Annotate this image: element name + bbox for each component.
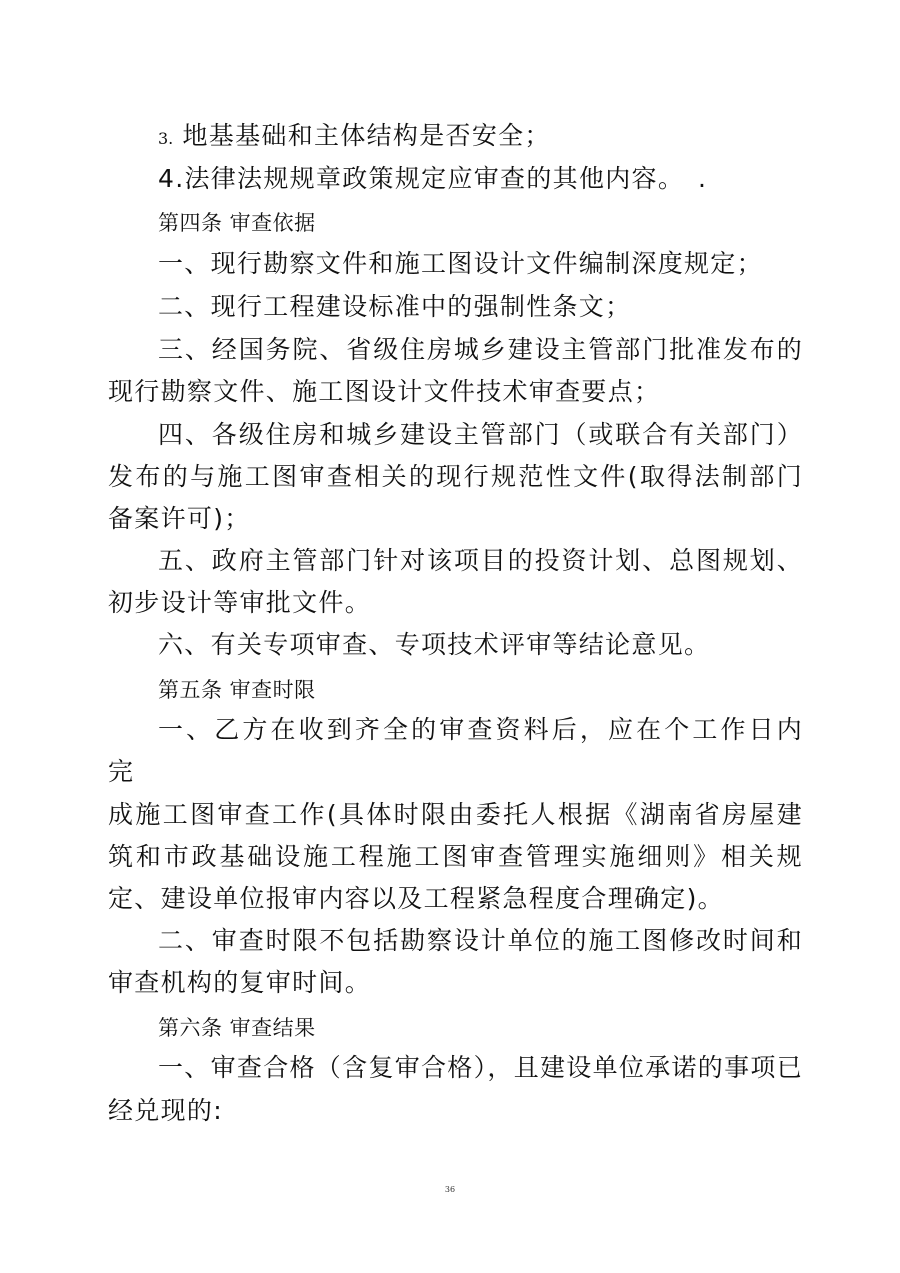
article-4-clause-5-line-1: 五、政府主管部门针对该项目的投资计划、总图规划、	[158, 546, 803, 575]
article-4-clause-1: 一、现行勘察文件和施工图设计文件编制深度规定；	[158, 249, 763, 278]
article-4-heading: 第四条 审查依据	[158, 211, 316, 235]
article-5-clause-1-line-5: 定、建设单位报审内容以及工程紧急程度合理确定)。	[108, 884, 724, 913]
article-5-clause-1-line-2: 完	[108, 757, 135, 786]
item-3	[158, 116, 858, 156]
article-4-clause-3-line-2: 现行勘察文件、施工图设计文件技术审查要点；	[108, 377, 661, 406]
article-4-clause-6: 六、有关专项审查、专项技术评审等结论意见。	[158, 630, 711, 659]
article-6-heading: 第六条 审查结果	[158, 1016, 316, 1040]
article-4-clause-4-line-3: 备案许可)；	[108, 504, 251, 533]
article-5-clause-1-line-4: 筑和市政基础设施工程施工图审查管理实施细则》相关规	[108, 842, 803, 871]
article-5-clause-1-line-3: 成施工图审查工作(具体时限由委托人根据《湖南省房屋建	[108, 800, 803, 829]
article-5-clause-2-line-1: 二、审查时限不包括勘察设计单位的施工图修改时间和	[158, 926, 803, 955]
article-4-clause-2: 二、现行工程建设标准中的强制性条文；	[158, 292, 632, 321]
article-4-clause-4-line-1: 四、各级住房和城乡建设主管部门（或联合有关部门）	[158, 420, 803, 449]
page-number: 36	[444, 1185, 456, 1194]
article-5-clause-1-line-1: 一、乙方在收到齐全的审查资料后，应在个工作日内	[158, 715, 803, 744]
article-4-clause-4-line-2: 发布的与施工图审查相关的现行规范性文件(取得法制部门	[108, 462, 803, 491]
item-3-number: 3.	[158, 129, 174, 148]
article-5-clause-2-line-2: 审查机构的复审时间。	[108, 968, 372, 997]
item-4: 4.法律法规规章政策规定应审查的其他内容。 .	[158, 164, 708, 193]
article-4-clause-5-line-2: 初步设计等审批文件。	[108, 588, 372, 617]
article-6-clause-1-line-1: 一、审查合格（含复审合格），且建设单位承诺的事项已	[158, 1053, 804, 1082]
article-5-heading: 第五条 审查时限	[158, 678, 316, 702]
article-6-clause-1-line-2: 经兑现的:	[108, 1096, 223, 1125]
article-4-clause-3-line-1: 三、经国务院、省级住房城乡建设主管部门批准发布的	[158, 335, 803, 364]
item-3-text: 地基基础和主体结构是否安全；	[173, 121, 551, 150]
